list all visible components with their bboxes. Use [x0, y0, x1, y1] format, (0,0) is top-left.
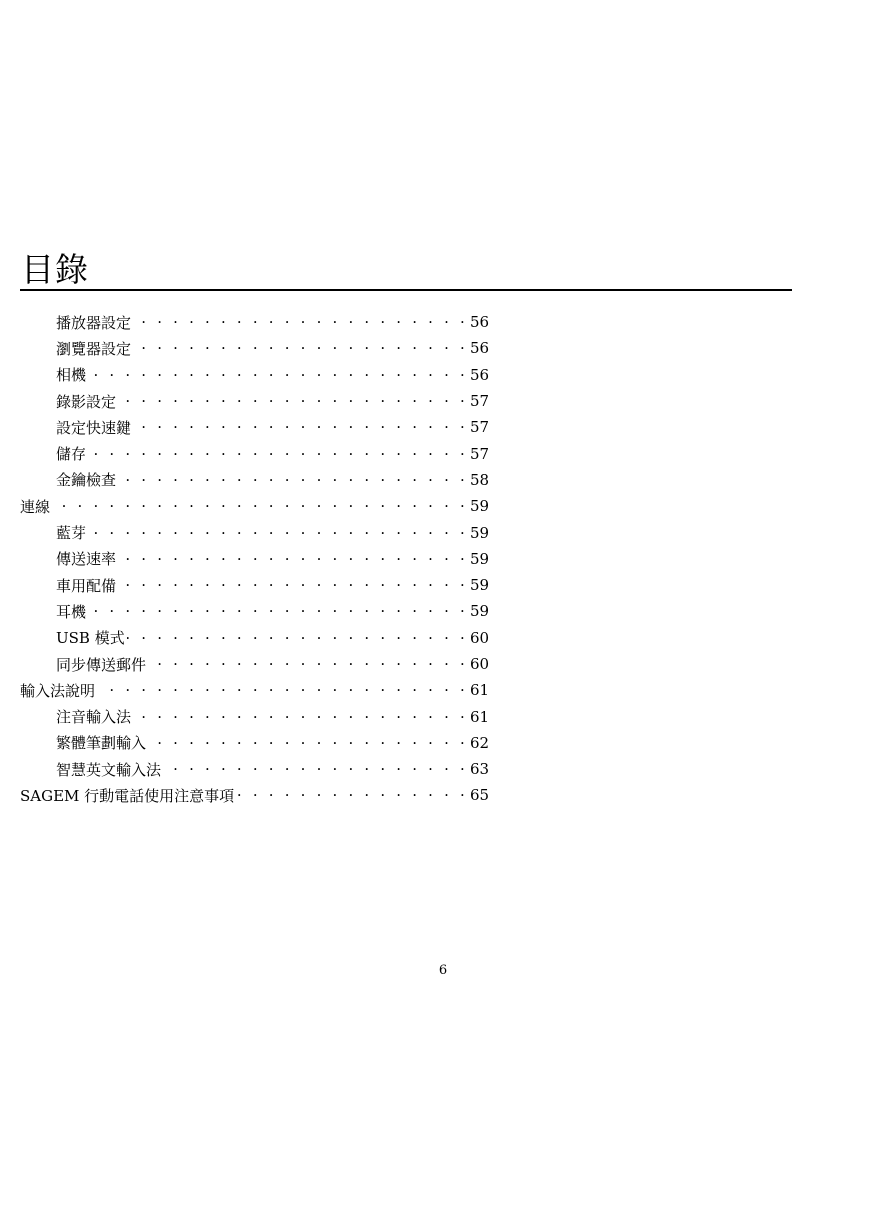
toc-entry[interactable] [20, 625, 490, 651]
toc-entry[interactable] [20, 388, 490, 414]
toc-entry-page: 61 [470, 707, 490, 726]
toc-dot-leader [118, 551, 468, 567]
toc-entry[interactable] [20, 493, 490, 519]
toc-dot-leader [118, 577, 468, 593]
toc-entry-title: 輸入法說明 [20, 681, 96, 700]
toc-entry-title: 同步傳送郵件 [56, 655, 147, 674]
toc-dot-leader [118, 472, 468, 488]
toc-entry-page: 57 [470, 392, 490, 411]
toc-entry-page: 56 [470, 339, 490, 358]
toc-dot-leader [97, 682, 468, 698]
toc-entry-title: 傳送速率 [56, 550, 117, 569]
toc-entry[interactable] [20, 572, 490, 598]
toc-entry-title: 儲存 [56, 445, 87, 464]
toc-dot-leader [133, 419, 468, 435]
toc-entry-title: 播放器設定 [56, 313, 132, 332]
toc-entry[interactable] [20, 546, 490, 572]
toc-dot-leader [52, 498, 468, 514]
toc-entry-page: 65 [470, 786, 490, 805]
toc-heading-block [20, 249, 792, 291]
toc-entry-page: 56 [470, 365, 490, 384]
toc-entry[interactable] [20, 309, 490, 335]
toc-dot-leader [133, 709, 468, 725]
toc-entry-title: 耳機 [56, 602, 87, 621]
toc-entry-title: 錄影設定 [56, 392, 117, 411]
toc-entry[interactable] [20, 651, 490, 677]
toc-dot-leader [163, 761, 468, 777]
toc-dot-leader [148, 656, 468, 672]
toc-entry[interactable] [20, 519, 490, 545]
toc-entry-page: 58 [470, 470, 490, 489]
toc-dot-leader [133, 340, 468, 356]
toc-dot-leader [133, 314, 468, 330]
toc-entry[interactable] [20, 782, 490, 808]
toc-entry-title: USB 模式 [56, 629, 125, 648]
toc-entry-page: 59 [470, 549, 490, 568]
toc-entry[interactable] [20, 598, 490, 624]
toc-entry[interactable] [20, 756, 490, 782]
toc-dot-leader [148, 735, 468, 751]
toc-entry-title: 車用配備 [56, 576, 117, 595]
toc-entry[interactable] [20, 335, 490, 361]
toc-entry-page: 63 [470, 760, 490, 779]
page-title: 目錄 [21, 250, 89, 289]
toc-entry-title: 連線 [20, 497, 51, 516]
toc-dot-leader [127, 630, 468, 646]
toc-dot-leader [88, 446, 468, 462]
toc-entry-title: 智慧英文輸入法 [56, 760, 162, 779]
toc-entry[interactable] [20, 414, 490, 440]
toc-entry[interactable] [20, 440, 490, 466]
toc-entry-title: 相機 [56, 366, 87, 385]
toc-entry-page: 56 [470, 313, 490, 332]
toc-entry-title: 金鑰檢查 [56, 471, 117, 490]
toc-entry-page: 60 [470, 655, 490, 673]
toc-entry[interactable] [20, 677, 490, 703]
table-of-contents [20, 309, 490, 809]
toc-dot-leader [88, 603, 468, 619]
toc-entry-page: 59 [470, 523, 490, 542]
toc-entry-page: 59 [470, 576, 490, 595]
toc-entry-page: 59 [470, 497, 490, 516]
toc-entry-page: 62 [470, 733, 490, 752]
toc-dot-leader [236, 787, 468, 803]
toc-entry-page: 59 [470, 602, 490, 621]
toc-entry-page: 57 [470, 444, 490, 463]
toc-entry-title: 瀏覽器設定 [56, 339, 132, 358]
toc-entry-title: 藍芽 [56, 524, 87, 543]
toc-entry-title: 注音輸入法 [56, 708, 132, 727]
toc-entry[interactable] [20, 703, 490, 729]
toc-entry-title: 設定快速鍵 [56, 418, 132, 437]
toc-entry[interactable] [20, 730, 490, 756]
page-number: 6 [438, 963, 448, 978]
toc-entry[interactable] [20, 467, 490, 493]
toc-dot-leader [118, 393, 468, 409]
toc-entry-page: 60 [470, 628, 490, 647]
toc-dot-leader [88, 367, 468, 383]
toc-entry-page: 61 [470, 681, 490, 700]
toc-entry-page: 57 [470, 418, 490, 437]
toc-dot-leader [88, 525, 468, 541]
toc-entry-title: 繁體筆劃輸入 [56, 734, 147, 753]
toc-entry[interactable] [20, 362, 490, 388]
toc-entry-title: SAGEM 行動電話使用注意事項 [20, 786, 235, 805]
